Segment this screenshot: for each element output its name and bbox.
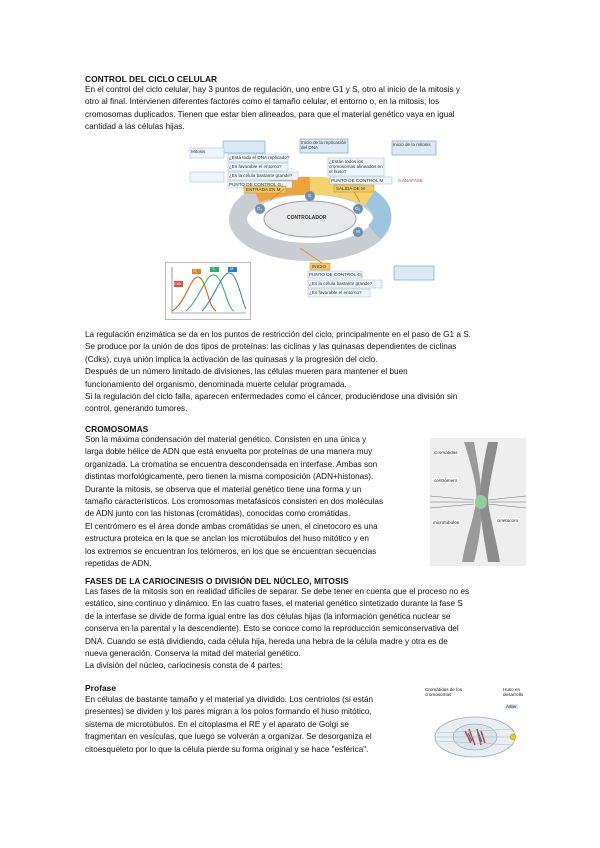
- text-line: Si la regulación del ciclo falla, aparecen enfermedades como el cáncer, produciéndose una división sin: [85, 391, 458, 401]
- fig-question: ¿Están todos los cromosomas alineados en el huso?: [329, 159, 383, 175]
- title-control-ciclo: CONTROL DEL CICLO CELULAR: [85, 74, 218, 84]
- title-profase: Profase: [85, 683, 117, 693]
- fig-start-label: INICIO: [312, 264, 327, 269]
- chromosome-svg: [430, 438, 526, 566]
- paragraph-cromosomas: [85, 434, 419, 570]
- text-line: repetidas de ADN.: [85, 558, 152, 568]
- text-line: estático, sino continuo y dinámico. En las cuatro fases, el material genético sintetizado durante la fase S: [85, 599, 463, 609]
- fig-checkpoint-g2: PUNTO DE CONTROL G₂: [229, 182, 283, 187]
- text-line: otro al final. Intervienen diferentes factores como el tamaño celular, el entorno o, en la mitosis, los: [85, 97, 440, 107]
- fig-question: ¿Es la célula bastante grande?: [229, 173, 293, 178]
- fig-question: ¿Es la célula bastante grande?: [309, 281, 373, 286]
- text-line: nueva generación. Conserva la mitad del material genético.: [85, 648, 301, 658]
- text-line: estructura proteica en la que se anclan los microtúbulos del huso mitótico y en: [85, 534, 369, 544]
- aster: [510, 734, 516, 740]
- paragraph-cariocinesis: [85, 586, 515, 673]
- text-line: de la interfase se divide de forma igual entre las dos células hijas (la información genética nuclear se: [85, 611, 451, 621]
- fig-note-top: Mitosis: [191, 149, 206, 154]
- graph-label: Cdk: [174, 281, 182, 286]
- side-box: [190, 172, 224, 182]
- text-line: de ADN junto con las histonas (cromátidas), conocidas como cromátidas.: [85, 509, 351, 519]
- fig-checkpoint-m: PUNTO DE CONTROL M: [331, 178, 384, 183]
- text-line: los extremos se encuentran los telómeros, en los que se encuentran secuencias: [85, 546, 377, 556]
- note-box-top: [223, 141, 265, 153]
- fig-entry-label: ENTRADA EN M: [246, 187, 281, 192]
- fig-note-dna: Inicio de la replicación del DNA: [301, 140, 347, 151]
- text-line: (Cdks), cuya unión implica la activación de las quinasas y la progresión del ciclo.: [85, 354, 378, 364]
- text-line: Las fases de la mitosis son en realidad difíciles de separar. Se debe tener en cuenta que el proceso no es: [85, 587, 470, 596]
- text-line: distintas morfológicamente, pero tienen la misma composición (ADN+histonas).: [85, 472, 374, 482]
- label-cromatidas: Cromátidas: [434, 450, 458, 455]
- text-line: La división del núcleo, cariocinesis consta de 4 partes:: [85, 661, 283, 671]
- label-cromatidas-profase: Cromátidas de los cromosomas: [425, 687, 463, 698]
- text-line: En células de bastante tamaño y el material ya dividido. Los centriolos (si están: [85, 695, 374, 704]
- fig-controller: CONTROLADOR: [287, 215, 327, 221]
- label-cinetocoro: cinetocoro: [497, 518, 519, 523]
- text-line: cromosomas duplicados. Tienen que estar bien alineados, para que el material genético vaya en igual: [85, 109, 455, 119]
- fig-phase-g1: G₁: [257, 206, 263, 211]
- fig-question: ¿Es favorable el entorno?: [309, 290, 362, 295]
- cyclin-graph-svg: [166, 263, 250, 319]
- graph-label: S: [212, 266, 215, 271]
- fig-note-spindle: Inicio de la mitosis: [393, 142, 431, 147]
- paragraph-control-ciclo: [85, 84, 515, 134]
- text-line: El centrómero es el área donde ambas cromátidas se unen, el cinetocoro es una: [85, 521, 378, 531]
- paragraph-regulacion: [85, 329, 515, 416]
- title-cariocinesis: FASES DE LA CARIOCINESIS O DIVISIÓN DEL NÚCLEO, MITOSIS: [85, 576, 349, 586]
- fig-question: ¿Es favorable el entorno?: [229, 164, 282, 169]
- text-line: En el control del ciclo celular, hay 3 puntos de regulación, uno entre G1 y S, otro al inicio de la mitosis y: [85, 85, 461, 94]
- text-line: La regulación enzimática se da en los puntos de restricción del ciclo, principalmente en el paso de G1 a S.: [85, 330, 471, 339]
- text-line: conserva en la parental y la descendiente). Esto se conoce como la reproducción semiconservativa del: [85, 624, 459, 634]
- label-aster: Aster: [506, 704, 517, 709]
- text-line: control, generando tumores.: [85, 404, 188, 414]
- paragraph-profase: [85, 694, 413, 756]
- centromere: [475, 495, 487, 509]
- cyclin-graph: [165, 262, 251, 320]
- graph-label: M: [230, 266, 234, 271]
- text-line: Durante la mitosis, se observa que el material genético tiene una forma y un: [85, 484, 362, 494]
- text-line: Se produce por la unión de dos tipos de proteínas: las ciclinas y las quinasas dependientes de ciclinas: [85, 342, 457, 352]
- text-line: fragmentan en vesículas, que luego se volverán a organizar. Se desorganiza el: [85, 732, 372, 742]
- label-microtubulos: microtúbulos: [433, 520, 460, 525]
- fig-phase-s: S: [308, 193, 312, 198]
- label-huso: Huso en desarrollo: [503, 687, 524, 698]
- graph-label: G₁: [193, 268, 198, 273]
- text-line: tamaño característicos. Los cromosomas metafásicos consisten en dos moléculas: [85, 496, 384, 506]
- text-line: cantidad a las células hijas.: [85, 122, 185, 132]
- text-line: citoesqueleto por lo que la célula pierde su forma original y se hace "esférica".: [85, 744, 369, 754]
- prophase-figure: [423, 687, 531, 759]
- title-cromosomas: CROMOSOMAS: [85, 424, 149, 434]
- chromosome-figure: [430, 438, 526, 566]
- note-box-side: [394, 266, 434, 280]
- text-line: Son la máxima condensación del material genético. Consisten en una única y: [85, 435, 367, 444]
- text-line: organizada. La cromatina se encuentra descondensada en interfase. Ambas son: [85, 459, 378, 469]
- fig-phase-m: M: [356, 229, 360, 234]
- fig-question: ¿Está todo el DNA replicado?: [229, 155, 289, 160]
- text-line: DNA. Cuando se está dividiendo, cada célula hija, hereda una hebra de la célula madre y otra es de: [85, 636, 448, 646]
- fig-checkpoint-g1: PUNTO DE CONTROL G₁: [309, 272, 363, 277]
- text-line: Después de un número limitado de divisiones, las células mueren para mantener el buen: [85, 367, 408, 377]
- graph-curve-m: [202, 273, 246, 311]
- text-line: funcionamiento del organismo, denominada muerte celular programada.: [85, 379, 347, 389]
- fig-exit-label: SALIDA DE M: [336, 186, 365, 191]
- text-line: sistema de microtúbulos. En el citoplasma el RE y el aparato de Golgi se: [85, 719, 349, 729]
- text-line: presentes) se dividen y los pares migran a los polos formando el huso mitótico,: [85, 707, 372, 717]
- label-centromero: centrómero: [434, 478, 458, 483]
- fig-phase-g2: G₂: [355, 206, 361, 211]
- fig-anafase: A ANAFASE: [398, 178, 424, 183]
- text-line: larga doble hélice de ADN que está envuelta por proteínas de una manera muy: [85, 447, 373, 457]
